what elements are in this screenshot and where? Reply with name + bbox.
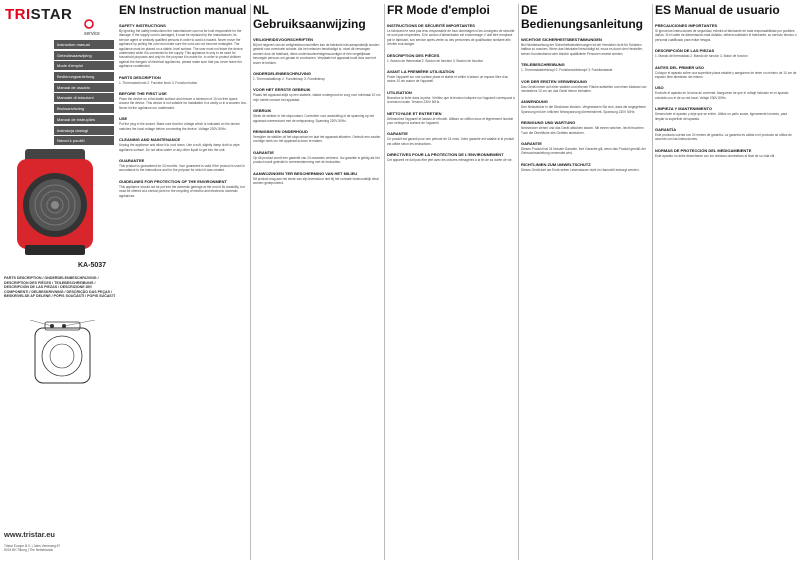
column-title-text: Instruction manual <box>139 3 247 17</box>
column-divider <box>652 4 653 560</box>
section-text: Cet appareil ne doit pas être jeté avec les ordures ménagères à la fin de sa durée de vie. <box>387 158 513 163</box>
column-sections <box>387 23 515 163</box>
column-sections <box>655 23 797 158</box>
section-text: Das Gerät immer auf einer stabilen und ebenen Fläche aufstellen und einen Abstand von mindestens 10 cm um das Gerät herum einhalten. <box>521 84 647 94</box>
company-address: Tristar Europe B.V. | Jules Verneweg 87 5015 BH Tilburg | The Netherlands <box>4 544 61 552</box>
section-heading: RICHTLINIEN ZUM UMWELTSCHUTZ <box>521 161 591 167</box>
section-text: Op dit product wordt een garantie van 24 maanden verleend. Uw garantie is geldig als het product wordt gebruikt in overeenstemming met de instructies. <box>253 155 380 165</box>
section-text: Bei Nichtbeachtung der Sicherheitsbestimmungen ist der Hersteller nicht für Schäden haftbar zu machen. Wenn das Netzkabel beschädigt ist, muss es durch den Hersteller, seinen Kundendienst oder ähnlich qualifizierte Personen ersetzt werden. <box>521 43 643 56</box>
language-list <box>54 40 114 147</box>
language-item: Manual de usuario <box>54 83 114 92</box>
section-heading: SAFETY INSTRUCTIONS <box>119 23 166 28</box>
section-text: Dieses Gerät darf am Ende seiner Lebensdauer nicht im Hausmüll entsorgt werden. <box>521 167 640 172</box>
column-title: ES Manual de usuario <box>655 3 780 17</box>
parts-description-title: PARTS DESCRIPTION / ONDERDELENBESCHRIJVING / DESCRIPTION DES PIÈCES / TEILEBESCHREIBUNG / DESCRIPCIÓN DE LAS PIEZAS / DESCRIZIONE DEI COMPONENTI / DELBESKRIVNING / DESCRIÇÃO DAS PEÇAS / BESKRIVELSE AF DELENE / POPIS SOUČÁSTÍ / POPIS SÚČASTÍ <box>4 276 115 299</box>
section-heading: WICHTIGE SICHERHEITSBESTIMMUNGEN <box>521 37 602 42</box>
section-heading: VEILIGHEIDSVOORSCHRIFTEN <box>253 37 314 42</box>
language-item: Manual de instruções <box>54 115 114 124</box>
language-item: Návod k použití <box>54 136 114 145</box>
section-text: Ce produit est garanti pour une période de 24 mois. Votre garantie est valable si le produit est utilisé selon les instructions. <box>387 137 514 146</box>
section-text: Bij het negeren van de veiligheidsvoorschriften kan de fabrikant niet aansprakelijk worden gesteld voor eventuele schade. Als het netsnoer beschadigd is, moet dit vervangen worden door de fabrikant, diens onderhoudsvertegenwoordiger of een vergelijkbaar bevoegde persoon om gevaar te voorkomen. Verplaats het apparaat nooit door aan het snoer te trekken. <box>253 43 380 65</box>
language-item: Bruksanvisning <box>54 104 114 113</box>
section-text: Steek de stekker in het stopcontact. Controleer voor aansluiting of de spanning op het apparaat overeenkomt met de netspanning. Spanning 230V 50Hz. <box>253 114 375 123</box>
section-text: Put the plug in the socket. Make sure that the voltage which is indicated on the device matches the local voltage before connecting the device. Voltage 230V 50Hz. <box>119 122 240 131</box>
section-heading: PRECAUCIONES IMPORTANTES <box>655 23 718 28</box>
section-text: Branchez la fiche dans la prise. Vérifiez que la tension indiquée sur l'appareil correspond à la tension locale. Tension 230V 50Hz. <box>387 95 515 105</box>
service-icon <box>84 19 94 29</box>
section-heading: ANTES DEL PRIMER USO <box>655 64 705 70</box>
section-text: Netzstecker ziehen und das Gerät abkühlen lassen. Mit einem weichen, leicht feuchten Tuch die Oberfläche des Gerätes abwischen. <box>521 126 644 135</box>
section-heading: CLEANING AND MAINTENANCE <box>119 137 181 143</box>
section-heading: AANWIJZINGEN TER BESCHERMING VAN HET MILIEU <box>253 170 358 176</box>
section-text: 1. Thermostaatknop 2. Functieknop 3. Functieknop <box>253 77 325 82</box>
column-nl <box>253 0 381 566</box>
section-heading: NETTOYAGE ET ENTRETIEN <box>387 110 442 116</box>
column-sections <box>521 37 649 172</box>
section-heading: PARTS DESCRIPTION <box>119 74 161 80</box>
column-divider <box>518 4 519 560</box>
section-heading: GARANTÍA <box>655 127 677 133</box>
language-item: Bedienungsanleitung <box>54 72 114 81</box>
language-item: Instruction manual <box>54 40 114 49</box>
section-text: 1. Thermostatdrehknopf 2. Funktionsdrehknopf 3. Funktionstaste <box>521 68 613 73</box>
section-text: Dieses Produkt hat 24 Monate Garantie. Ihre Garantie gilt, wenn das Produkt gemäß der Gebrauchsanleitung verwendet wird. <box>521 147 646 156</box>
service-badge <box>84 19 114 37</box>
section-text: 1. Bouton de thermostat 2. Bouton de fonction 3. Bouton de fonction <box>387 58 484 63</box>
section-text: This appliance should not be put into the domestic garbage at the end of its durability, but must be offered at a central point for the recycling of electric and electronic domestic appliances. <box>119 184 245 198</box>
section-heading: VOR DER ERSTEN VERWENDUNG <box>521 78 587 84</box>
brand-logo: TRISTAR <box>5 6 73 23</box>
section-heading: NORMAS DE PROTECCIÓN DEL MEDIOAMBIENTE <box>655 147 752 153</box>
section-heading: DIRECTIVES POUR LA PROTECTION DE L'ENVIRONNEMENT <box>387 152 504 158</box>
section-heading: USO <box>655 85 664 91</box>
section-heading: TEILEBESCHREIBUNG <box>521 62 565 68</box>
column-fr <box>387 0 515 566</box>
section-text: Desenchufe el aparato y deje que se enfríe. Utilice un paño suave, ligeramente húmedo, para limpiar la superficie del aparato. <box>655 112 788 121</box>
column-divider <box>384 4 385 560</box>
section-heading: ANWENDUNG <box>521 99 548 105</box>
section-text: Débranchez l'appareil et laissez-le refroidir. Utilisez un chiffon doux et légèrement humide pour nettoyer la surface de l'appareil. <box>387 116 514 126</box>
section-heading: ONDERDELENBESCHRIJVING <box>253 71 312 77</box>
section-text: Plaats het apparaat altijd op een stabiele, vlakke ondergrond en zorg voor minimaal 10 cm vrije ruimte rondom het apparaat. <box>253 93 381 102</box>
section-text: Le fabricant ne sera pas tenu responsable de tous dommages si les consignes de sécurité ne sont pas respectées. Si le cordon d'alimentation est endommagé, il doit être remplacé par le fabricant, son service après-vente ou des personnes de qualification similaire afin d'éviter tout danger. <box>387 29 515 47</box>
language-item: Instrukcja obsługi <box>54 126 114 135</box>
section-text: 1. Thermostat knob 2. Function knob 3. Function button <box>119 80 198 85</box>
section-heading: GUARANTEE <box>119 157 145 163</box>
section-text: 1. Mando del termostato 2. Mando de función 3. Botón de función <box>655 54 748 59</box>
section-text: This product is guaranteed for 24 months. Your guarantee is valid if the product is used in accordance to the instructions and for the purpose for which it was created. <box>119 163 245 173</box>
column-title: DE Bedienungsanleitung <box>521 3 644 31</box>
section-text: Verwijder de stekker uit het stopcontact en laat het apparaat afkoelen. Gebruik een zachte, vochtige doek om het apparaat schoon te maken. <box>253 135 381 144</box>
column-title: EN Instruction manual <box>119 3 247 17</box>
column-title-text: Gebruiksaanwijzing <box>253 17 366 31</box>
section-text: By ignoring the safety instructions the manufacturer can not be hold responsible for the damage. If the supply cord is damaged, it must be replaced by the manufacturer, its service agent or similarly qualified persons in order to avoid a hazard. Never move the appliance by pulling the cord and make sure the cord can not become entangled. The appliance must be placed on a stable, level surface. The user must not leave the device unattended while it is connected to the supply. This appliance is only to be used for household purposes and only for the purpose it is made for. In order to protect children against the dangers of electrical appliances, please make sure that you never leave the appliance unattended. <box>119 29 243 69</box>
column-sections <box>119 23 247 198</box>
section-text: Coloque el aparato sobre una superficie plana estable y asegúrese de tener un mínimo de 10 cm de espacio libre alrededor del mismo. <box>655 70 797 80</box>
section-text: Dit product mag aan het einde van zijn levensduur niet bij het normale huishoudelijk afval worden gedeponeerd. <box>253 176 379 186</box>
section-heading: GARANTIE <box>521 141 542 147</box>
section-text: Place the device on a flat stable surface and ensure a minimum of 10 cm free space around the device. This device is not suitable for installation in a cavity or in a wooden box. Never let the appliance run unattended. <box>119 97 247 110</box>
column-en <box>119 0 247 566</box>
section-heading: REINIGING EN ONDERHOUD <box>253 129 308 135</box>
brand-logo-suffix: STAR <box>30 6 73 23</box>
section-text: Den Netzstecker in die Steckdose stecken. Vergewissern Sie sich, dass die angegebene Spannung mit der örtlichen Netzspannung übereinstimmt. Spannung 230V 50Hz. <box>521 105 646 114</box>
cover-panel <box>0 0 118 566</box>
service-label: service <box>84 31 100 37</box>
column-divider <box>250 4 251 560</box>
section-heading: USE <box>119 116 128 122</box>
section-heading: INSTRUCTIONS DE SÉCURITÉ IMPORTANTES <box>387 23 475 28</box>
section-heading: DESCRIPCIÓN DE LAS PIEZAS <box>655 48 715 54</box>
section-text: Unplug the appliance and allow it to cool down. Use a soft, slightly damp cloth to wipe appliance surface. Do not allow water or any other liquid to get into the unit. <box>119 143 240 152</box>
column-title-text: Manual de usuario <box>674 3 780 17</box>
section-heading: DESCRIPTION DES PIÈCES <box>387 52 440 58</box>
website-link[interactable]: www.tristar.eu <box>4 530 55 539</box>
column-title-text: Mode d'emploi <box>406 3 490 17</box>
section-heading: BEFORE THE FIRST USE <box>119 91 167 97</box>
section-heading: GARANTIE <box>387 131 408 137</box>
section-text: Si ignora las instrucciones de seguridad, eximirá al fabricante de toda responsabilidad por posibles daños. Si el cable de alimentación está dañado, deberá sustituirlo el fabricante, su servicio técnico o personal cualificado para evitar riesgos. <box>655 29 797 42</box>
language-item: Gebruiksaanwijzing <box>54 51 114 60</box>
language-item: Mode d'emploi <box>54 61 114 70</box>
section-text: Este producto cuenta con 24 meses de garantía. La garantía es válida si el producto se utiliza de acuerdo con las instrucciones. <box>655 133 792 142</box>
column-title: FR Mode d'emploi <box>387 3 490 17</box>
section-heading: GARANTIE <box>253 149 274 155</box>
section-text: Poser l'appareil sur une surface plane et stable et veiller à laisser un espace libre d'au moins 10 cm autour de l'appareil. <box>387 75 509 84</box>
column-title: NL Gebruiksaanwijzing <box>253 3 366 31</box>
section-heading: LIMPIEZA Y MANTENIMIENTO <box>655 106 712 112</box>
section-heading: GUIDELINES FOR PROTECTION OF THE ENVIRONMENT <box>119 178 227 184</box>
column-title-text: Bedienungsanleitung <box>521 17 644 31</box>
section-heading: UTILISATION <box>387 89 412 95</box>
section-text: Enchufe el aparato en la toma de corriente. Asegúrese de que el voltaje indicado en el aparato coincida con el de su red local. Voltaje 230V 50Hz. <box>655 91 789 100</box>
section-heading: GEBRUIK <box>253 108 272 114</box>
language-item: Manuale di istruzioni <box>54 93 114 102</box>
column-sections <box>253 37 381 186</box>
product-image <box>5 145 105 265</box>
column-de <box>521 0 649 566</box>
column-es <box>655 0 797 566</box>
parts-diagram <box>20 320 105 390</box>
section-text: Este aparato no debe desecharse con los residuos domésticos al final de su vida útil. <box>655 153 776 158</box>
section-heading: AVANT LA PREMIÈRE UTILISATION <box>387 69 455 75</box>
model-number: KA-5037 <box>78 262 107 269</box>
section-heading: VOOR HET EERSTE GEBRUIK <box>253 87 311 93</box>
section-heading: REINIGUNG UND WARTUNG <box>521 120 576 126</box>
